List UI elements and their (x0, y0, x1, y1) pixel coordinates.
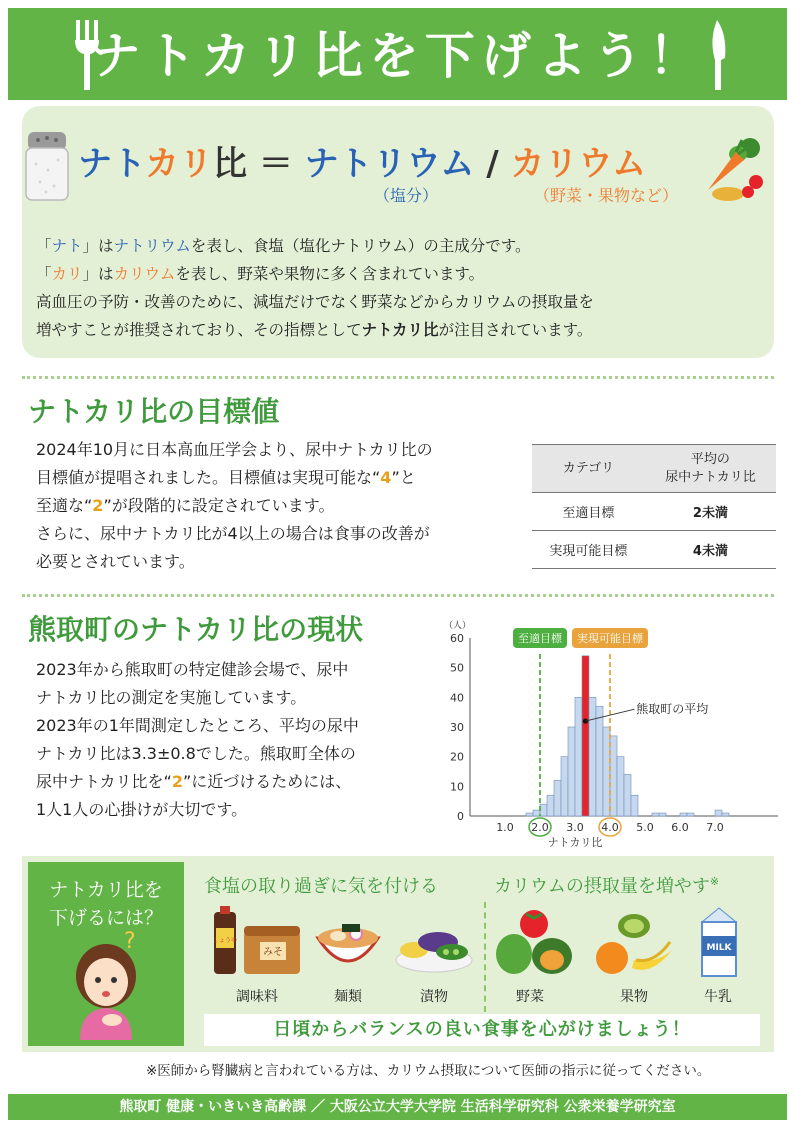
x-tick-label: 3.0 (566, 821, 584, 834)
histogram-bar (526, 813, 533, 816)
potassium-note: （野菜・果物など） (534, 186, 679, 205)
x-tick-label: 2.0 (531, 821, 549, 834)
slogan: 日頃からバランスの良い食事を心がけましょう！ (204, 1014, 760, 1046)
target-line-3-post: ”が段階的に設定されています。 (103, 496, 335, 515)
histogram-bar (554, 780, 561, 816)
histogram-bar (624, 774, 631, 816)
noodle-icon (314, 906, 382, 978)
y-unit-label: （人） (444, 621, 472, 631)
histogram-bar (617, 757, 624, 816)
fruits-icon (590, 906, 676, 978)
quote-open: 「 (36, 237, 52, 255)
food-label: 調味料 (236, 989, 278, 1005)
dotted-divider (22, 376, 774, 379)
target-line-2 (36, 464, 433, 492)
histogram-bar (659, 813, 666, 816)
mean-label: 熊取町の平均 (636, 702, 709, 717)
x-tick-label: 1.0 (496, 821, 514, 834)
target-value-2: 2 (92, 496, 104, 515)
table-header-row (532, 445, 776, 493)
milk-text: MILK (706, 943, 732, 953)
title-banner (8, 8, 787, 100)
status-line-2: ナトカリ比の測定を実施しています。 (36, 688, 307, 707)
table-row (532, 531, 776, 569)
histogram-bar-highlight (582, 656, 589, 816)
quote-close: 」 (82, 237, 99, 255)
row-category: 至適目標 (532, 493, 645, 531)
sodium-term: ナトリウム (113, 237, 191, 255)
sodium-note: （塩分） (374, 186, 439, 205)
milk-icon (694, 906, 744, 978)
y-tick-label: 10 (450, 780, 464, 794)
column-divider (484, 902, 486, 1012)
nato-term: ナト (51, 237, 83, 255)
target-line-3-pre: 至適な“ (36, 496, 93, 515)
target-value-4: 4 (380, 468, 392, 487)
potassium-heading (494, 872, 719, 898)
status-line-3: 2023年の1年間測定したところ、平均の尿中 (36, 716, 359, 735)
intro-line-1-rest: を表し、食塩（塩化ナトリウム）の主成分です。 (190, 237, 531, 255)
formula-potassium: カリウム (510, 144, 647, 184)
formula-slash: / (486, 144, 499, 184)
thinking-girl-icon (66, 928, 150, 1040)
target-line-3 (36, 492, 433, 520)
table-header-ratio (645, 445, 776, 493)
note-mark: ※ (709, 875, 720, 888)
footer-credits: 熊取町 健康・いきいき高齢課 ／ 大阪公立大学大学院 生活科学研究科 公衆栄養学研究室 (8, 1094, 787, 1120)
histogram-bar (715, 810, 722, 816)
salt-caution-heading: 食塩の取り過ぎに気を付ける (204, 876, 438, 897)
dotted-divider (22, 594, 774, 597)
histogram-bar (575, 697, 582, 816)
target-line-1: 2024年10月に日本高血圧学会より、尿中ナトカリ比の (36, 440, 433, 459)
knife-icon (705, 20, 729, 90)
histogram-bar (722, 813, 729, 816)
vegetables-icon (698, 132, 770, 204)
table-row (532, 493, 776, 531)
pickles-icon (394, 906, 474, 978)
header-ratio-line-2: 尿中ナトカリ比 (665, 469, 756, 485)
intro-line-4 (36, 316, 766, 344)
histogram-bar (687, 813, 694, 816)
histogram-bar (568, 727, 575, 816)
y-tick-label: 30 (450, 721, 464, 734)
status-text (36, 656, 359, 824)
y-tick-label: 40 (450, 691, 464, 705)
histogram-bar (540, 804, 547, 816)
how-to-lower-panel (28, 862, 184, 1046)
header-ratio-line-1: 平均の (690, 451, 730, 467)
histogram-bar (603, 727, 610, 816)
x-tick-label: 4.0 (601, 821, 619, 834)
status-line-4: ナトカリ比は3.3±0.8でした。熊取町全体の (36, 744, 356, 763)
potassium-term: カリウム (113, 265, 176, 283)
food-label: 果物 (620, 989, 648, 1005)
formula-kari: カリ (144, 144, 213, 184)
soy-label: しょうゆ (212, 937, 238, 944)
optimal-target-label: 至適目標 (518, 632, 562, 645)
histogram-bar (631, 795, 638, 816)
natokari-formula (78, 136, 646, 185)
histogram-bar (589, 697, 596, 816)
y-tick-label: 20 (450, 750, 464, 764)
food-label: 野菜 (516, 989, 544, 1005)
histogram-bar (610, 736, 617, 816)
question-mark: ? (124, 929, 136, 954)
row-value: 2未満 (645, 493, 776, 531)
miso-label: みそ (263, 947, 283, 958)
status-line-5 (36, 768, 359, 796)
particle: は (98, 265, 114, 283)
intro-line-3: 高血圧の予防・改善のために、減塩だけでなく野菜などからカリウムの摂取量を (36, 293, 594, 311)
ask-line-2: 下げるには？ (48, 907, 163, 929)
histogram-bar (596, 706, 603, 816)
formula-sodium: ナトリウム (304, 144, 475, 184)
salt-shaker-icon (24, 130, 70, 202)
status-line-6: 1人1人の心掛けが大切です。 (36, 800, 248, 819)
row-category: 実現可能目標 (532, 531, 645, 569)
how-to-lower-text (28, 876, 184, 932)
x-axis-label: ナトカリ比 (547, 836, 603, 849)
intro-line-4-post: が注目されています。 (438, 321, 593, 339)
x-tick-label: 5.0 (636, 821, 654, 834)
target-line-5: 必要とされています。 (36, 552, 195, 571)
intro-text (36, 232, 766, 344)
food-label: 牛乳 (704, 989, 732, 1005)
intro-line-1 (36, 232, 766, 260)
status-value-2: 2 (171, 772, 183, 791)
intro-line-2-rest: を表し、野菜や果物に多く含まれています。 (175, 265, 485, 283)
target-table (532, 444, 776, 569)
status-line-5-pre: 尿中ナトカリ比を“ (36, 772, 172, 791)
x-tick-label: 7.0 (706, 821, 724, 834)
food-label: 麺類 (334, 989, 362, 1005)
intro-line-2 (36, 260, 766, 288)
target-section-title: ナトカリ比の目標値 (28, 395, 280, 428)
histogram-bar (652, 813, 659, 816)
page-title: ナトカリ比を下げよう！ (90, 27, 705, 85)
histogram-bar (533, 810, 540, 816)
y-tick-label: 60 (450, 632, 464, 645)
y-tick-label: 0 (457, 810, 464, 823)
potassium-heading-text: カリウムの摂取量を増やす (494, 876, 710, 897)
target-line-2-pre: 目標値が提唱されました。目標値は実現可能な“ (36, 468, 381, 487)
x-tick-label: 6.0 (671, 821, 689, 834)
y-tick-label: 50 (450, 661, 464, 675)
formula-equals: ＝ (258, 144, 293, 184)
histogram-bar (680, 813, 687, 816)
target-line-4: さらに、尿中ナトカリ比が4以上の場合は食事の改善が (36, 524, 430, 543)
target-text (36, 436, 433, 576)
row-value: 4未満 (645, 531, 776, 569)
histogram-bar (561, 757, 568, 816)
formula-hi: 比 (212, 144, 247, 184)
histogram-bar (547, 795, 554, 816)
quote-close: 」 (82, 265, 99, 283)
ask-line-1: ナトカリ比を (49, 879, 163, 901)
ratio-histogram (430, 620, 780, 855)
quote-open: 「 (36, 265, 52, 283)
target-line-2-post: ”と (391, 468, 416, 487)
intro-line-4-pre: 増やすことが推奨されており、その指標として (36, 321, 362, 339)
kidney-note: ※医師から腎臓病と言われている方は、カリウム摂取について医師の指示に従ってください。 (146, 1063, 711, 1079)
status-line-5-post: ”に近づけるためには、 (182, 772, 352, 791)
status-line-1: 2023年から熊取町の特定健診会場で、尿中 (36, 660, 349, 679)
vegetables-icon (494, 906, 576, 978)
particle: は (98, 237, 114, 255)
feasible-target-label: 実現可能目標 (577, 632, 643, 645)
table-header-category: カテゴリ (532, 445, 645, 493)
status-section-title: 熊取町のナトカリ比の現状 (28, 613, 364, 646)
natokari-bold: ナトカリ比 (361, 321, 439, 339)
seasoning-icon (208, 906, 304, 978)
kari-term: カリ (51, 265, 83, 283)
formula-nato: ナト (78, 144, 145, 184)
food-label: 漬物 (420, 989, 448, 1005)
